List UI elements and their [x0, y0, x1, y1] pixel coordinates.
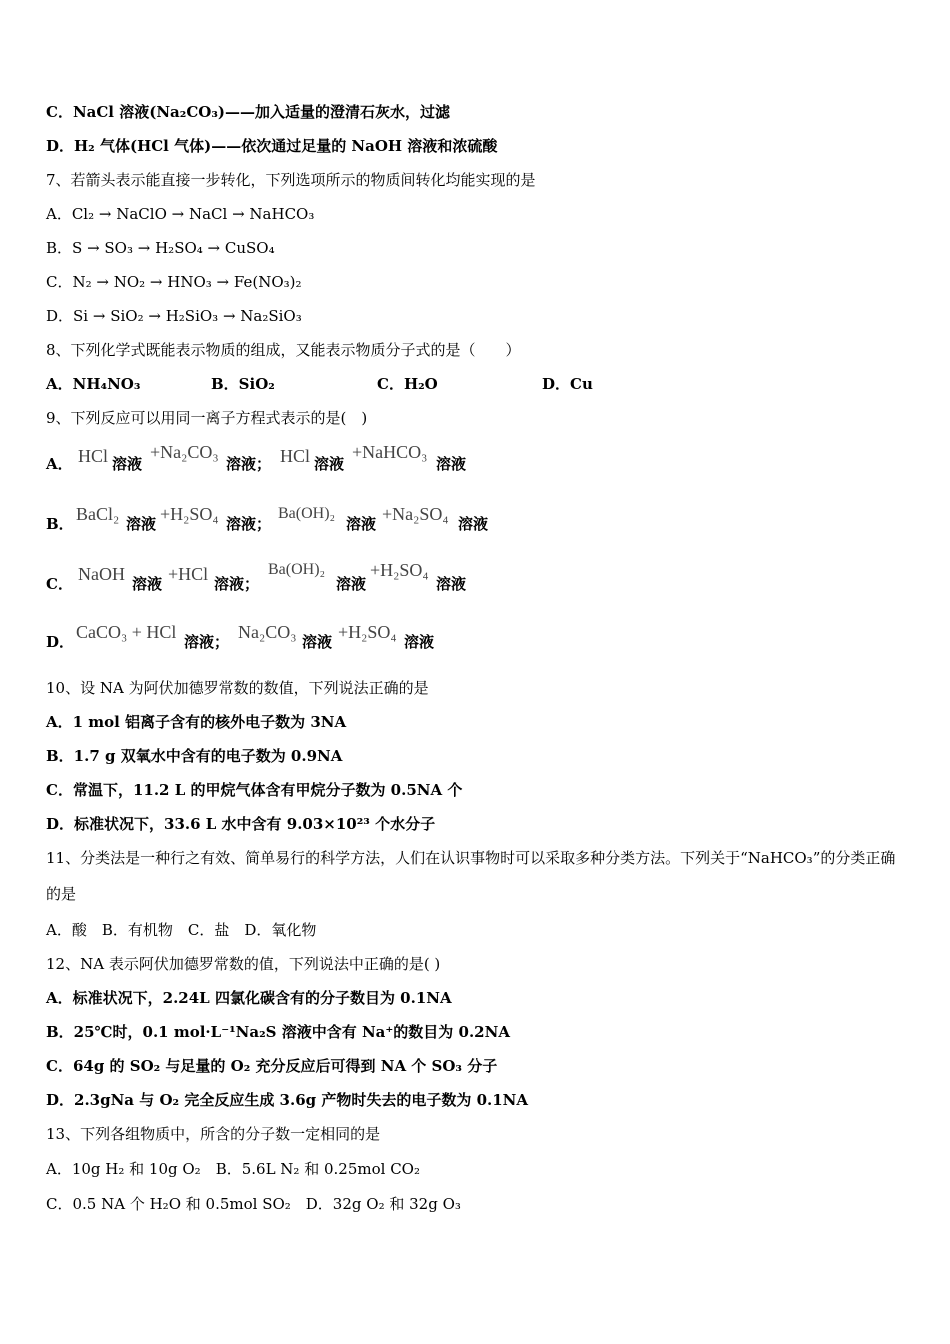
q8-question: 8、下列化学式既能表示物质的组成，又能表示物质分子式的是（ ） [46, 341, 521, 359]
q6-option-c: C．NaCl 溶液(Na₂CO₃)——加入适量的澄清石灰水，过滤 [46, 103, 450, 121]
q9-c-label: C． [46, 575, 73, 593]
q9-a-s4: 溶液 [436, 455, 467, 473]
q9-a-label: A． [46, 455, 73, 473]
q9-a-f2: +Na₂CO₃ [150, 442, 219, 462]
q7-question: 7、若箭头表示能直接一步转化，下列选项所示的物质间转化均能实现的是 [46, 171, 536, 189]
q9-a-f1: HCl [78, 446, 109, 466]
q9-b-s3: 溶液 [346, 515, 377, 533]
q12-option-c: C．64g 的 SO₂ 与足量的 O₂ 充分反应后可得到 NA 个 SO₃ 分子 [46, 1057, 498, 1075]
q13-options-ab: A．10g H₂ 和 10g O₂ B．5.6L N₂ 和 0.25mol CO₂ [46, 1160, 420, 1178]
q9-b-f1: BaCl₂ [76, 504, 120, 524]
q13-question: 13、下列各组物质中，所含的分子数一定相同的是 [46, 1125, 381, 1143]
q9-d-s3: 溶液 [404, 633, 435, 651]
q10-option-a: A．1 mol 铝离子含有的核外电子数为 3NA [46, 713, 347, 731]
q9-b-f3: Ba(OH)₂ [278, 505, 336, 522]
q9-option-d [46, 622, 910, 652]
q12-option-d: D．2.3gNa 与 O₂ 完全反应生成 3.6g 产物时失去的电子数为 0.1NA [46, 1091, 529, 1109]
q9-b-label: B． [46, 515, 74, 533]
q13-options-cd: C．0.5 NA 个 H₂O 和 0.5mol SO₂ D．32g O₂ 和 32g O₃ [46, 1195, 461, 1213]
q9-d-s1: 溶液； [184, 633, 230, 651]
q12-question: 12、NA 表示阿伏加德罗常数的值，下列说法中正确的是( ) [46, 955, 441, 973]
q9-c-f1: NaOH [78, 564, 125, 584]
q9-c-s4: 溶液 [436, 575, 467, 593]
q11-options: A．酸 B．有机物 C．盐 D．氧化物 [46, 921, 317, 939]
q7-option-b: B．S → SO₃ → H₂SO₄ → CuSO₄ [46, 239, 275, 257]
q9-a-s3: 溶液 [314, 455, 345, 473]
q10-option-c: C．常温下，11.2 L 的甲烷气体含有甲烷分子数为 0.5NA 个 [46, 781, 463, 799]
q8-option-a: A．NH₄NO₃ [46, 375, 141, 393]
q7-option-d: D．Si → SiO₂ → H₂SiO₃ → Na₂SiO₃ [46, 307, 302, 325]
q6-option-d: D．H₂ 气体(HCl 气体)——依次通过足量的 NaOH 溶液和浓硫酸 [46, 137, 498, 155]
q12-option-b: B．25℃时，0.1 mol·L⁻¹Na₂S 溶液中含有 Na⁺的数目为 0.2NA [46, 1023, 510, 1041]
q9-a-s2: 溶液； [226, 455, 272, 473]
q9-d-s2: 溶液 [302, 633, 333, 651]
q9-d-f1: CaCO₃ + HCl [76, 622, 177, 642]
q8-option-d: D．Cu [542, 375, 593, 393]
q9-c-f2: +HCl [168, 564, 209, 584]
q9-c-f3: Ba(OH)₂ [268, 561, 326, 578]
q9-d-label: D． [46, 633, 75, 651]
q10-option-b: B．1.7 g 双氧水中含有的电子数为 0.9NA [46, 747, 343, 765]
q9-c-f4: +H₂SO₄ [370, 560, 429, 580]
q9-a-f4: +NaHCO₃ [352, 442, 428, 462]
q9-b-s2: 溶液； [226, 515, 272, 533]
q9-b-s4: 溶液 [458, 515, 489, 533]
q9-a-f3: HCl [280, 446, 311, 466]
q7-option-c: C．N₂ → NO₂ → HNO₃ → Fe(NO₃)₂ [46, 273, 302, 291]
q9-c-s3: 溶液 [336, 575, 367, 593]
q9-d-f3: +H₂SO₄ [338, 622, 397, 642]
q9-option-a [46, 442, 910, 476]
q9-b-f4: +Na₂SO₄ [382, 504, 449, 524]
q10-option-d: D．标准状况下，33.6 L 水中含有 9.03×10²³ 个水分子 [46, 815, 436, 833]
q8-option-c: C．H₂O [377, 375, 438, 393]
q9-option-c [46, 560, 910, 594]
q10-question: 10、设 NA 为阿伏加德罗常数的数值，下列说法正确的是 [46, 679, 429, 697]
q12-option-a: A．标准状况下，2.24L 四氯化碳含有的分子数目为 0.1NA [46, 989, 452, 1007]
q8-option-b: B．SiO₂ [211, 375, 275, 393]
q9-c-s2: 溶液； [214, 575, 260, 593]
q9-a-s1: 溶液 [112, 455, 143, 473]
q11-question: 11、分类法是一种行之有效、简单易行的科学方法，人们在认识事物时可以采取多种分类方法。下列关于“NaHCO₃”的分类正确的是 [46, 849, 896, 903]
q9-option-b [46, 504, 910, 534]
q7-option-a: A．Cl₂ → NaClO → NaCl → NaHCO₃ [46, 205, 315, 223]
q9-d-f2: Na₂CO₃ [238, 622, 297, 642]
q9-b-f2: +H₂SO₄ [160, 504, 219, 524]
q9-c-s1: 溶液 [132, 575, 163, 593]
q9-question: 9、下列反应可以用同一离子方程式表示的是( ) [46, 409, 368, 427]
q9-b-s1: 溶液 [126, 515, 157, 533]
